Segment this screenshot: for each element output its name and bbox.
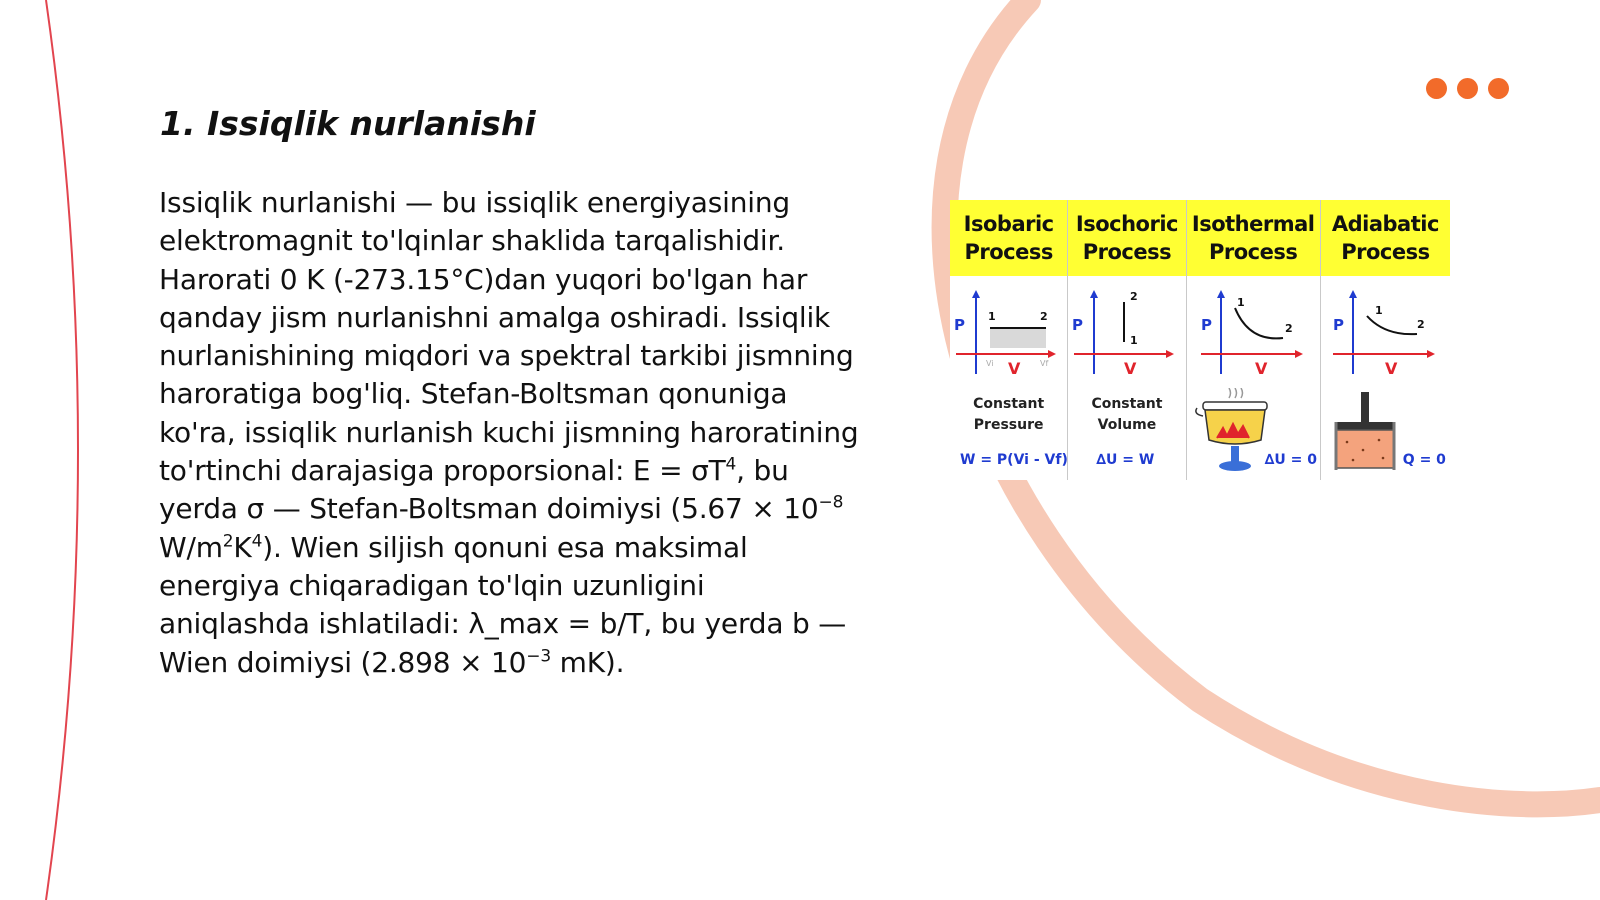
dot-icon — [1426, 78, 1447, 99]
process-equation: W = P(Vi - Vf) — [960, 452, 1068, 468]
vf-label: Vf — [1040, 359, 1049, 368]
isothermal-column — [1187, 200, 1321, 480]
left-border-curve — [46, 0, 78, 900]
column-header: Adiabatic Process — [1321, 200, 1450, 276]
axis-p-label: P — [1332, 316, 1344, 334]
insulated-piston-icon — [1333, 392, 1397, 472]
point-label: 2 — [1130, 290, 1138, 303]
axis-v-label: V — [1384, 359, 1398, 378]
dot-icon — [1488, 78, 1509, 99]
axis-v-label: V — [1124, 359, 1137, 378]
column-header: Isothermal Process — [1187, 200, 1320, 276]
thermodynamic-processes-figure — [950, 200, 1450, 480]
pv-graph-isothermal — [1187, 290, 1321, 390]
slide-body-text: Issiqlik nurlanishi — bu issiqlik energiyasining elektromagnit to'lqinlar shaklida tarqalishidir. Harorati 0 K (-273.15°C)dan yuqori bo'lgan har qanday jism nurlanishni amalga oshiradi. Issiqlik nurlanishining miqdori va spektral tarkibi jismning haroratiga bog'liq. Stefan-Boltsman qonuniga ko'ra, issiqlik nurlanish kuchi jismning haroratining to'rtinchi darajasiga proporsional: $E = \sigma T^4$, bu yerda σ — Stefan-Boltsman doimiysi ($5.67 \times 10^{-8}$ $W/m^2K^4$). Wien siljish qonuni esa maksimal energiya chiqaradigan to'lqin uzunligini aniqlashda ishlatiladi: λ_max = b/T, bu yerda b — Wien doimiysi ($2.898 \times 10^{-3}$ mK). — [159, 186, 859, 679]
axis-v-label: V — [1008, 359, 1021, 378]
axis-p-label: P — [1072, 316, 1084, 334]
point-label: 2 — [1416, 318, 1425, 331]
column-caption: Constant Volume — [1091, 396, 1163, 433]
point-label: 1 — [1374, 304, 1383, 317]
heated-pot-icon — [1193, 388, 1273, 474]
process-equation: ∆U = W — [1096, 452, 1155, 468]
isochoric-column — [1068, 200, 1186, 480]
axis-v-label: V — [1254, 359, 1267, 378]
axis-p-label: P — [1200, 316, 1212, 334]
process-equation: ∆U = 0 — [1264, 452, 1317, 468]
point-label: 1 — [1130, 334, 1138, 347]
pv-graph-isochoric — [1068, 290, 1186, 390]
pv-graph-adiabatic — [1321, 290, 1451, 390]
axis-p-label: P — [954, 316, 965, 334]
column-header: Isobaric Process — [950, 200, 1067, 276]
point-label: 1 — [1236, 296, 1245, 309]
isobaric-column — [950, 200, 1068, 480]
point-label: 2 — [1284, 322, 1293, 335]
point-label: 2 — [1040, 310, 1048, 323]
dot-icon — [1457, 78, 1478, 99]
menu-dots-icon — [1426, 78, 1509, 99]
adiabatic-column — [1321, 200, 1450, 480]
column-header: Isochoric Process — [1068, 200, 1185, 276]
slide-title: 1. Issiqlik nurlanishi — [160, 104, 536, 143]
vi-label: Vi — [986, 359, 994, 368]
process-equation: Q = 0 — [1402, 452, 1446, 468]
pv-graph-isobaric — [950, 290, 1068, 390]
column-caption: Constant Pressure — [973, 396, 1045, 433]
point-label: 1 — [988, 310, 996, 323]
